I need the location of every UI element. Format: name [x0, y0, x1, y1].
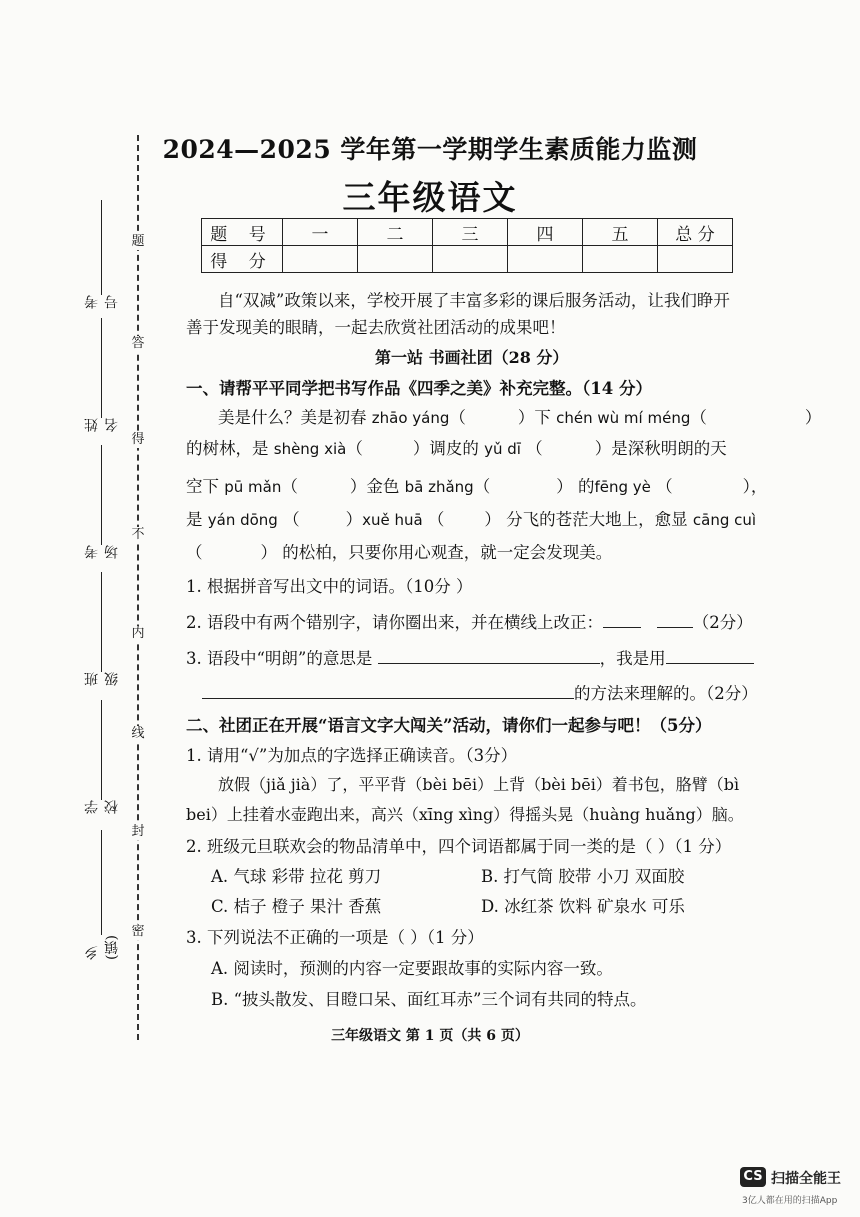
passage-text: 是深秋明朗的天 [611, 439, 727, 458]
seal-char: 封 [131, 824, 145, 839]
passage-text: 的树林，是 [186, 439, 274, 458]
score-note: （2分） [692, 613, 753, 632]
sub-question-text: 2. 语段中有两个错别字，请你圈出来，并在横线上改正： [186, 613, 603, 632]
pinyin: zhāo yáng [371, 409, 450, 427]
passage-text: 的 [572, 477, 595, 496]
pinyin-choice-line: bei）上挂着水壶跑出来，高兴（xīng xìng）得摇头晃（huàng huǎng）脑。 [186, 805, 744, 824]
seal-char: 密 [131, 924, 145, 939]
pinyin: yǔ dī [484, 440, 521, 458]
answer-blank[interactable] [378, 649, 600, 664]
field-label: 姓名 [84, 418, 120, 432]
score-cell[interactable] [583, 246, 658, 273]
sub-question-text: 的方法来理解的。（2分） [574, 684, 758, 703]
table-header-cell: 一 [283, 219, 358, 246]
answer-blank[interactable] [603, 613, 641, 628]
passage-text: 分飞的苍茫大地上，愈显 [500, 510, 693, 529]
answer-blank[interactable] [202, 684, 574, 699]
sub-question-text: 3. 语段中“明朗”的意思是 [186, 649, 373, 668]
scanner-tagline: 3亿人都在用的扫描App [742, 1196, 838, 1206]
sub-question: 1. 根据拼音写出文中的词语。（10分 ） [186, 577, 473, 596]
score-table [201, 218, 733, 273]
pinyin: chén wù mí méng [556, 409, 691, 427]
score-cell[interactable] [658, 246, 733, 273]
exam-title: 2024—2025 学年第一学期学生素质能力监测 [162, 135, 698, 164]
table-header-cell: 五 [583, 219, 658, 246]
sub-question [186, 645, 754, 669]
passage-line: （ ） 的松柏，只要你用心观查，就一定会发现美。 [186, 543, 613, 562]
answer-blank[interactable] [657, 613, 693, 628]
intro-line: 善于发现美的眼睛，一起去欣赏社团活动的成果吧！ [186, 318, 566, 337]
seal-char: 不 [131, 527, 145, 542]
seal-char: 题 [131, 234, 145, 249]
seal-char: 得 [131, 432, 145, 447]
score-cell[interactable] [283, 246, 358, 273]
answer-blank[interactable] [666, 649, 754, 664]
passage-line: 美是什么？美是初春 zhāo yáng（ ）下 chén wù mí méng（ ） [218, 408, 822, 427]
option-d: D. 冰红茶 饮料 矿泉水 可乐 [481, 897, 685, 916]
option-b: B. “披头散发、目瞪口呆、面红耳赤”三个词有共同的特点。 [211, 990, 647, 1009]
pinyin: bā zhǎng [404, 478, 474, 496]
passage-text: 调皮的 [429, 439, 485, 458]
table-header-cell: 四 [508, 219, 583, 246]
seal-char: 内 [131, 626, 145, 641]
sub-question [202, 680, 758, 704]
pinyin-choice-line: 放假（jiǎ jià）了，平平背（bèi bēi）上背（bèi bēi）着书包，胳臂（bì [218, 775, 740, 794]
pinyin: yán dōng [207, 511, 278, 529]
passage-text: 美是什么？美是初春 [218, 408, 372, 427]
pinyin: cāng cuì [692, 511, 757, 529]
sub-question-text: ，我是用 [599, 649, 666, 668]
pinyin: pū mǎn [224, 478, 282, 496]
passage-text: 是 [186, 510, 208, 529]
field-label: 考号 [84, 295, 120, 309]
field-underline [101, 830, 102, 935]
field-label: 学校 [84, 800, 120, 814]
table-header-cell: 总 分 [658, 219, 733, 246]
field-underline [101, 445, 102, 545]
seal-char: 答 [131, 336, 145, 351]
question-heading: 一、请帮平平同学把书写作品《四季之美》补充完整。（14 分） [186, 379, 652, 398]
table-header-cell: 三 [433, 219, 508, 246]
field-underline [101, 700, 102, 800]
passage-text: 的松柏，只要你用心观查，就一定会发现美。 [277, 543, 613, 562]
option-b: B. 打气筒 胶带 小刀 双面胶 [481, 867, 685, 886]
option-a: A. 气球 彩带 拉花 剪刀 [211, 867, 382, 886]
field-underline [101, 572, 102, 672]
binding-dashed-line [137, 135, 139, 1040]
sub-question: 3. 下列说法不正确的一项是（ ）（1 分） [186, 928, 484, 947]
sub-question: 1. 请用“√”为加点的字选择正确读音。（3分） [186, 746, 518, 765]
score-cell[interactable] [508, 246, 583, 273]
score-cell[interactable] [433, 246, 508, 273]
passage-line: 空下 pū mǎn（ ）金色 bā zhǎng（ ） 的fēng yè （ ）， [186, 477, 768, 496]
passage-line: 是 yán dōng （ ）xuě huā （ ） 分飞的苍茫大地上，愈显 cāng cuì [186, 510, 757, 529]
passage-text: ， [750, 477, 768, 496]
field-label: 考场 [84, 545, 120, 559]
pinyin: shèng xià [273, 440, 347, 458]
page-footer: 三年级语文 第 1 页（共 6 页） [331, 1028, 529, 1044]
passage-text: 下 [534, 408, 557, 427]
option-a: A. 阅读时，预测的内容一定要跟故事的实际内容一致。 [211, 959, 613, 978]
passage-text: 金色 [366, 477, 405, 496]
score-cell[interactable] [358, 246, 433, 273]
seal-char: 线 [131, 726, 145, 741]
intro-line: 自“双减”政策以来，学校开展了丰富多彩的课后服务活动，让我们睁开 [218, 291, 730, 310]
table-header-cell: 二 [358, 219, 433, 246]
pinyin: xuě huā [362, 511, 423, 529]
option-c: C. 桔子 橙子 果汁 香蕉 [211, 897, 382, 916]
table-row-label: 得 分 [202, 246, 283, 273]
sub-question: 2. 班级元旦联欢会的物品清单中，四个词语都属于同一类的是（ ）（1 分） [186, 837, 732, 856]
sub-question [186, 609, 753, 633]
question-heading: 二、社团正在开展“语言文字大闯关”活动，请你们一起参与吧！（5分） [186, 716, 712, 735]
station-heading: 第一站 书画社团（28 分） [375, 348, 569, 367]
passage-text: 空下 [186, 477, 225, 496]
scanner-logo-icon: CS [740, 1167, 766, 1187]
subject-title: 三年级语文 [342, 178, 518, 217]
passage-line: 的树林，是 shèng xià（ ）调皮的 yǔ dī （ ）是深秋明朗的天 [186, 439, 727, 458]
field-label: 班级 [84, 672, 120, 686]
field-label: 乡(镇) [84, 935, 120, 960]
table-header-cell: 题 号 [202, 219, 283, 246]
pinyin: fēng yè [594, 478, 651, 496]
scanner-app-name: 扫描全能王 [771, 1171, 841, 1187]
field-underline [101, 318, 102, 418]
